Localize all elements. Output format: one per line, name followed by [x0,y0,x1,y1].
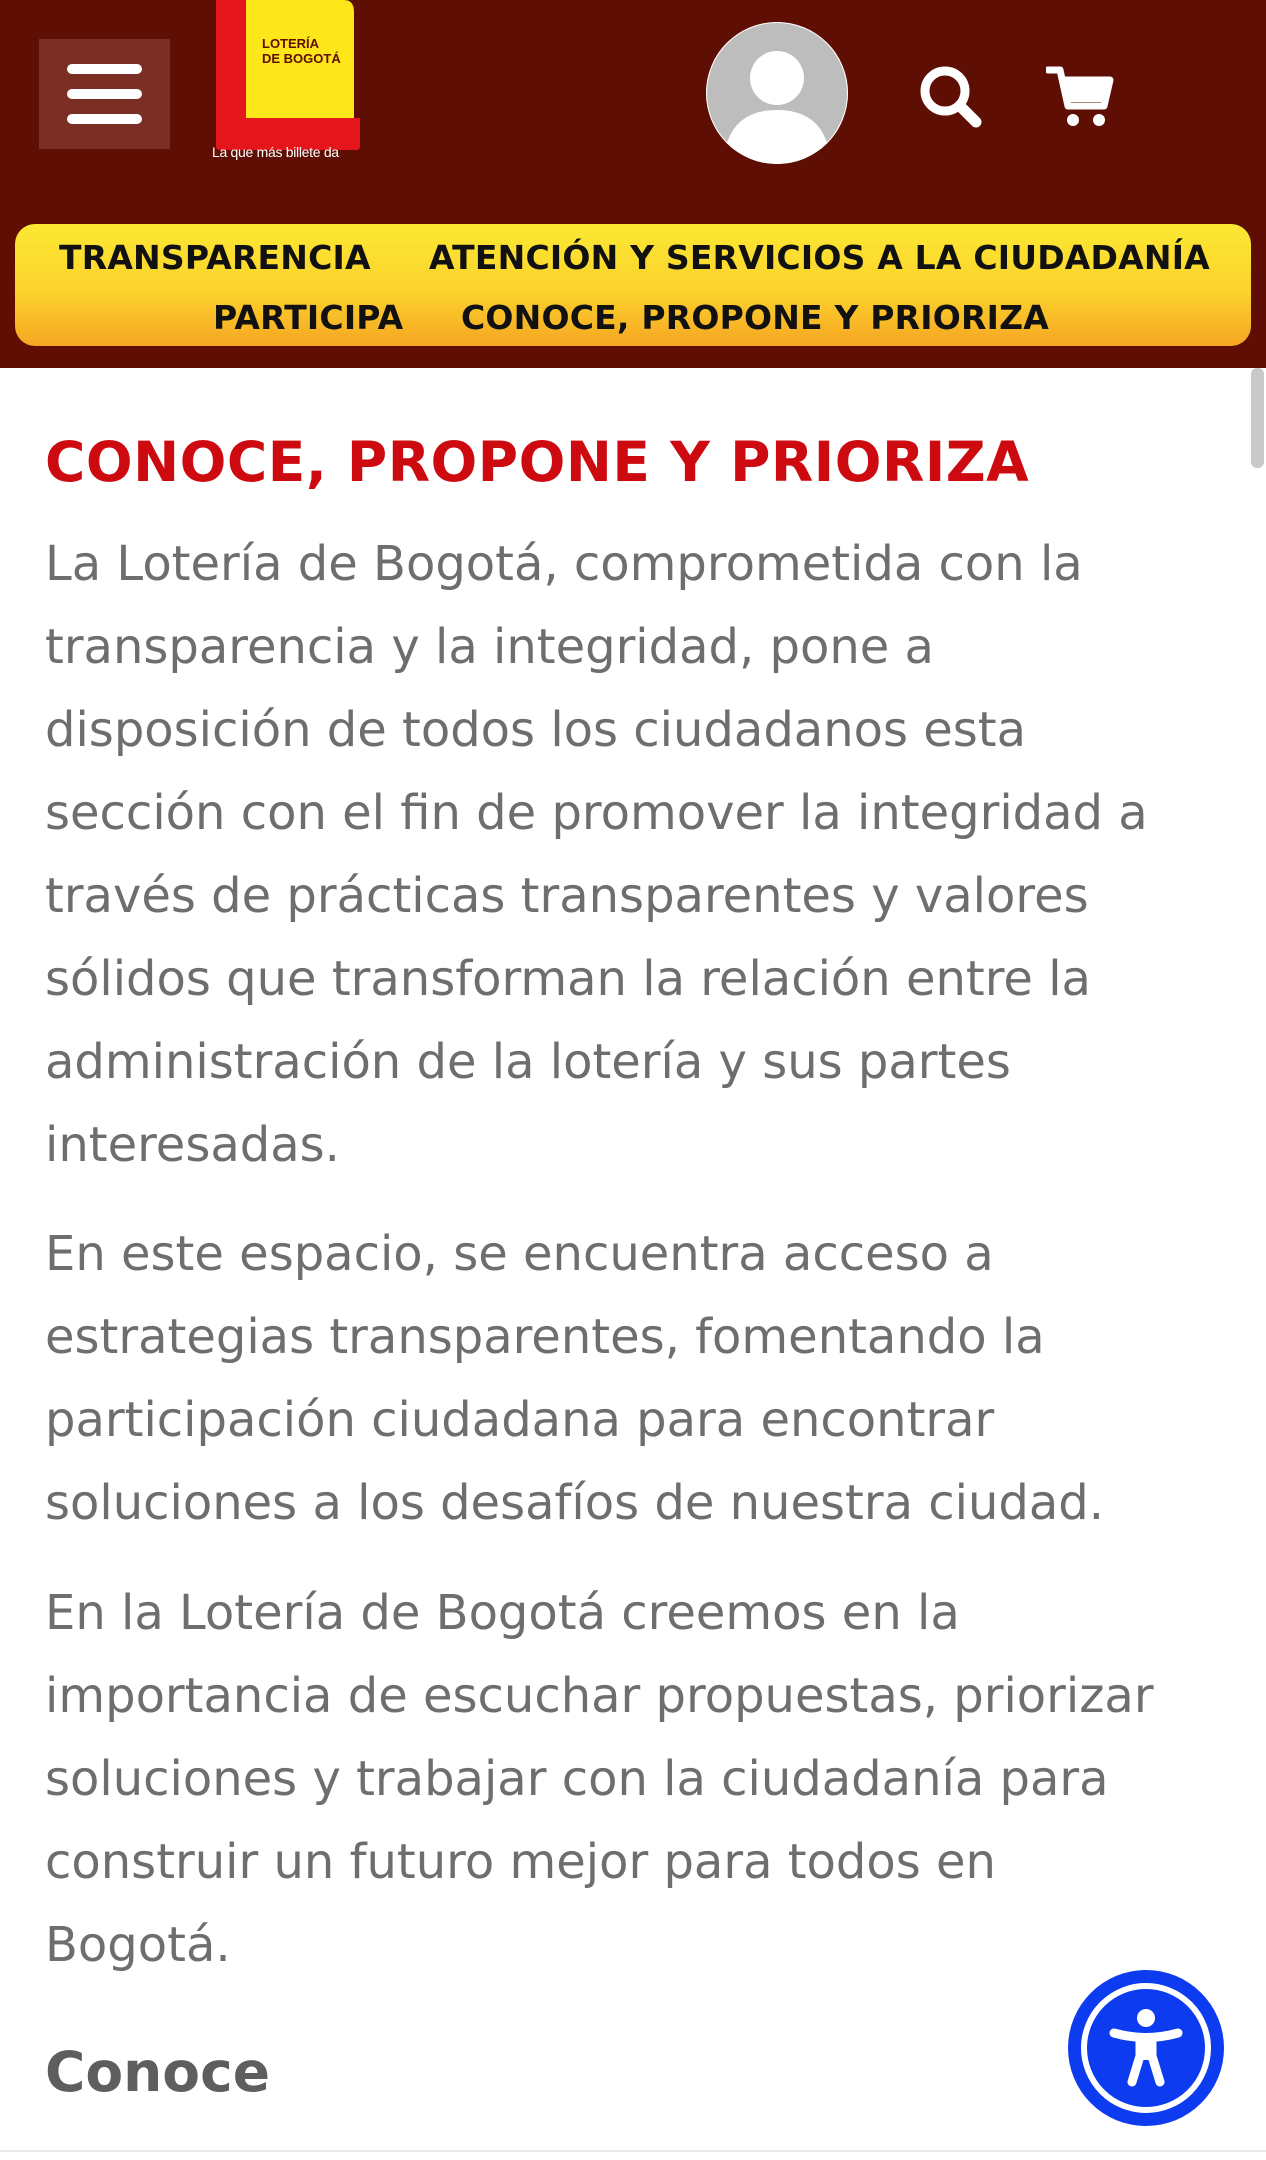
paragraph-line: través de prácticas transparentes y valores [45,868,1089,924]
accessibility-button[interactable] [1068,1970,1224,2126]
hamburger-icon [67,64,142,74]
access-paragraph [45,1213,1225,1545]
nav-item-atencion-servicios[interactable]: ATENCIÓN Y SERVICIOS A LA CIUDADANÍA [429,238,1210,277]
cart-button[interactable] [1046,62,1116,132]
cart-icon [1046,62,1116,132]
nav-item-participa[interactable]: PARTICIPA [213,298,404,337]
paragraph-line: En la Lotería de Bogotá creemos en la [45,1585,960,1641]
hamburger-icon-bar [67,89,142,99]
paragraph-line: soluciones y trabajar con la ciudadanía para [45,1751,1109,1807]
accessibility-icon [1068,1970,1224,2126]
site-header [0,0,1266,368]
paragraph-line: transparencia y la integridad, pone a [45,619,934,675]
paragraph-line: disposición de todos los ciudadanos esta [45,702,1027,758]
paragraph-line: participación ciudadana para encontrar [45,1392,995,1448]
paragraph-line: administración de la lotería y sus partes [45,1034,1011,1090]
logo-tagline: La que más billete da [212,144,339,160]
divider [0,2150,1266,2152]
page-title: CONOCE, PROPONE Y PRIORIZA [45,430,1030,494]
logo-text-line2: DE BOGOTÁ [262,51,341,66]
user-avatar-icon [706,22,848,164]
belief-paragraph [45,1572,1225,1987]
paragraph-line: La Lotería de Bogotá, comprometida con la [45,536,1083,592]
main-nav [15,224,1251,346]
menu-button[interactable] [39,39,170,149]
paragraph-line: Bogotá. [45,1917,231,1973]
search-button[interactable] [916,62,986,132]
intro-paragraph [45,523,1225,1187]
nav-item-conoce-propone[interactable]: CONOCE, PROPONE Y PRIORIZA [461,298,1049,337]
search-icon [916,62,986,132]
paragraph-line: En este espacio, se encuentra acceso a [45,1226,994,1282]
paragraph-line: sección con el fin de promover la integridad a [45,785,1148,841]
hamburger-icon-bar [67,114,142,124]
paragraph-line: sólidos que transforman la relación entre la [45,951,1091,1007]
page-scrollbar[interactable] [1251,368,1264,468]
nav-item-transparencia[interactable]: TRANSPARENCIA [59,238,371,277]
user-avatar[interactable] [706,22,848,164]
logo-text-line1: LOTERÍA [262,36,320,51]
paragraph-line: estrategias transparentes, fomentando la [45,1309,1045,1365]
paragraph-line: construir un futuro mejor para todos en [45,1834,996,1890]
paragraph-line: importancia de escuchar propuestas, priorizar [45,1668,1154,1724]
paragraph-line: interesadas. [45,1117,340,1173]
paragraph-line: soluciones a los desafíos de nuestra ciudad. [45,1475,1104,1531]
section-heading-conoce: Conoce [45,2040,270,2104]
